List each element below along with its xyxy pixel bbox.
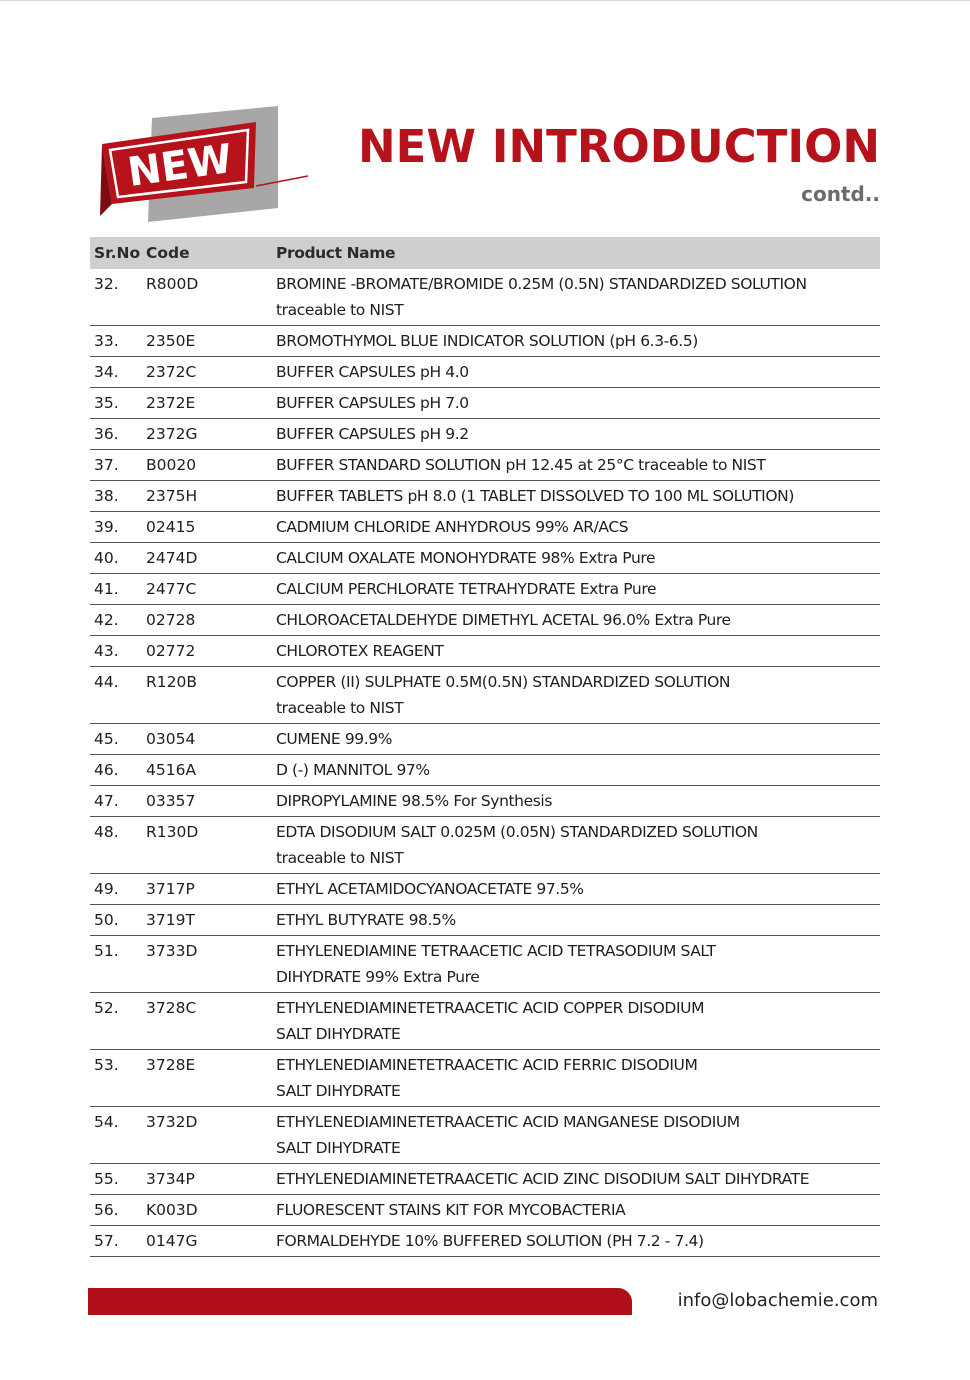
table-row <box>90 905 880 936</box>
row-code: 02728 <box>146 611 196 629</box>
top-divider <box>0 0 970 1</box>
column-header-code: Code <box>146 244 190 262</box>
row-product-name: BUFFER CAPSULES pH 4.0 <box>276 363 469 381</box>
row-product-name: ETHYLENEDIAMINETETRAACETIC ACID FERRIC DISODIUM SALT DIHYDRATE <box>276 1056 698 1100</box>
row-code: 2350E <box>146 332 196 350</box>
table-row <box>90 1195 880 1226</box>
row-code: 3728E <box>146 1056 196 1074</box>
row-code: R130D <box>146 823 199 841</box>
row-product-name: EDTA DISODIUM SALT 0.025M (0.05N) STANDARDIZED SOLUTION traceable to NIST <box>276 823 758 867</box>
row-product-name: BUFFER CAPSULES pH 9.2 <box>276 425 469 443</box>
table-row <box>90 481 880 512</box>
row-product-name: CHLOROTEX REAGENT <box>276 642 444 660</box>
table-row <box>90 993 880 1050</box>
row-sr-no: 42. <box>94 611 119 629</box>
row-code: K003D <box>146 1201 198 1219</box>
row-code: R120B <box>146 673 197 691</box>
row-product-name: ETHYLENEDIAMINETETRAACETIC ACID ZINC DISODIUM SALT DIHYDRATE <box>276 1170 810 1188</box>
table-row <box>90 512 880 543</box>
table-row <box>90 817 880 874</box>
table-row <box>90 667 880 724</box>
table-row <box>90 574 880 605</box>
row-code: 4516A <box>146 761 197 779</box>
table-row <box>90 724 880 755</box>
row-code: 3728C <box>146 999 197 1017</box>
row-sr-no: 53. <box>94 1056 119 1074</box>
row-product-name: BROMINE -BROMATE/BROMIDE 0.25M (0.5N) STANDARDIZED SOLUTION traceable to NIST <box>276 275 807 319</box>
row-code: 0147G <box>146 1232 198 1250</box>
table-row <box>90 755 880 786</box>
row-sr-no: 56. <box>94 1201 119 1219</box>
row-code: 02415 <box>146 518 196 536</box>
row-code: 2477C <box>146 580 197 598</box>
new-badge-logo <box>92 100 312 230</box>
row-sr-no: 37. <box>94 456 119 474</box>
row-product-name: BUFFER TABLETS pH 8.0 (1 TABLET DISSOLVED TO 100 ML SOLUTION) <box>276 487 794 505</box>
row-sr-no: 52. <box>94 999 119 1017</box>
table-row <box>90 936 880 993</box>
badge-text: NEW <box>124 135 236 197</box>
row-code: 03357 <box>146 792 196 810</box>
table-row <box>90 419 880 450</box>
row-product-name: BUFFER CAPSULES pH 7.0 <box>276 394 469 412</box>
row-product-name: FORMALDEHYDE 10% BUFFERED SOLUTION (PH 7.2 - 7.4) <box>276 1232 704 1250</box>
row-sr-no: 35. <box>94 394 119 412</box>
row-sr-no: 47. <box>94 792 119 810</box>
table-header <box>90 237 880 269</box>
row-product-name: CADMIUM CHLORIDE ANHYDROUS 99% AR/ACS <box>276 518 629 536</box>
row-code: 3732D <box>146 1113 198 1131</box>
table-row <box>90 1050 880 1107</box>
row-sr-no: 54. <box>94 1113 119 1131</box>
row-sr-no: 45. <box>94 730 119 748</box>
row-code: R800D <box>146 275 199 293</box>
footer-red-bar <box>88 1288 632 1315</box>
row-product-name: CALCIUM OXALATE MONOHYDRATE 98% Extra Pure <box>276 549 656 567</box>
row-code: 3733D <box>146 942 198 960</box>
row-product-name: ETHYLENEDIAMINETETRAACETIC ACID MANGANESE DISODIUM SALT DIHYDRATE <box>276 1113 740 1157</box>
row-code: 3719T <box>146 911 195 929</box>
table-row <box>90 636 880 667</box>
row-sr-no: 38. <box>94 487 119 505</box>
row-sr-no: 43. <box>94 642 119 660</box>
row-product-name: ETHYL BUTYRATE 98.5% <box>276 911 456 929</box>
row-product-name: COPPER (II) SULPHATE 0.5M(0.5N) STANDARDIZED SOLUTION traceable to NIST <box>276 673 731 717</box>
page-title: NEW INTRODUCTION <box>358 120 880 173</box>
table-row <box>90 786 880 817</box>
row-code: 02772 <box>146 642 196 660</box>
row-product-name: CUMENE 99.9% <box>276 730 393 748</box>
row-product-name: ETHYLENEDIAMINE TETRAACETIC ACID TETRASODIUM SALT DIHYDRATE 99% Extra Pure <box>276 942 716 986</box>
contact-email: info@lobachemie.com <box>677 1290 878 1311</box>
table-row <box>90 357 880 388</box>
row-sr-no: 32. <box>94 275 119 293</box>
row-sr-no: 46. <box>94 761 119 779</box>
row-sr-no: 39. <box>94 518 119 536</box>
row-product-name: BROMOTHYMOL BLUE INDICATOR SOLUTION (pH 6.3-6.5) <box>276 332 698 350</box>
row-sr-no: 57. <box>94 1232 119 1250</box>
product-table <box>90 237 880 1257</box>
row-product-name: ETHYLENEDIAMINETETRAACETIC ACID COPPER DISODIUM SALT DIHYDRATE <box>276 999 705 1043</box>
table-row <box>90 543 880 574</box>
row-code: 2372C <box>146 363 197 381</box>
page-subtitle: contd.. <box>801 182 880 206</box>
row-product-name: FLUORESCENT STAINS KIT FOR MYCOBACTERIA <box>276 1201 626 1219</box>
row-product-name: BUFFER STANDARD SOLUTION pH 12.45 at 25°C traceable to NIST <box>276 456 766 474</box>
row-code: B0020 <box>146 456 197 474</box>
row-sr-no: 55. <box>94 1170 119 1188</box>
row-sr-no: 34. <box>94 363 119 381</box>
row-code: 2375H <box>146 487 198 505</box>
row-code: 3717P <box>146 880 195 898</box>
table-row <box>90 605 880 636</box>
row-sr-no: 44. <box>94 673 119 691</box>
row-product-name: CALCIUM PERCHLORATE TETRAHYDRATE Extra Pure <box>276 580 657 598</box>
row-sr-no: 48. <box>94 823 119 841</box>
column-header-sr-no: Sr.No <box>94 244 141 262</box>
row-product-name: DIPROPYLAMINE 98.5% For Synthesis <box>276 792 552 810</box>
table-row <box>90 1164 880 1195</box>
row-sr-no: 33. <box>94 332 119 350</box>
row-sr-no: 50. <box>94 911 119 929</box>
row-sr-no: 40. <box>94 549 119 567</box>
row-product-name: D (-) MANNITOL 97% <box>276 761 430 779</box>
row-code: 2372G <box>146 425 198 443</box>
column-header-product-name: Product Name <box>276 244 396 262</box>
table-row <box>90 388 880 419</box>
row-sr-no: 49. <box>94 880 119 898</box>
row-sr-no: 41. <box>94 580 119 598</box>
row-code: 2372E <box>146 394 196 412</box>
table-row <box>90 1226 880 1257</box>
row-product-name: ETHYL ACETAMIDOCYANOACETATE 97.5% <box>276 880 584 898</box>
row-code: 3734P <box>146 1170 195 1188</box>
row-product-name: CHLOROACETALDEHYDE DIMETHYL ACETAL 96.0% Extra Pure <box>276 611 731 629</box>
table-row <box>90 874 880 905</box>
row-code: 03054 <box>146 730 196 748</box>
table-row <box>90 326 880 357</box>
row-sr-no: 36. <box>94 425 119 443</box>
table-row <box>90 450 880 481</box>
row-sr-no: 51. <box>94 942 119 960</box>
row-code: 2474D <box>146 549 198 567</box>
table-row <box>90 269 880 326</box>
table-row <box>90 1107 880 1164</box>
table-body <box>90 269 880 1257</box>
